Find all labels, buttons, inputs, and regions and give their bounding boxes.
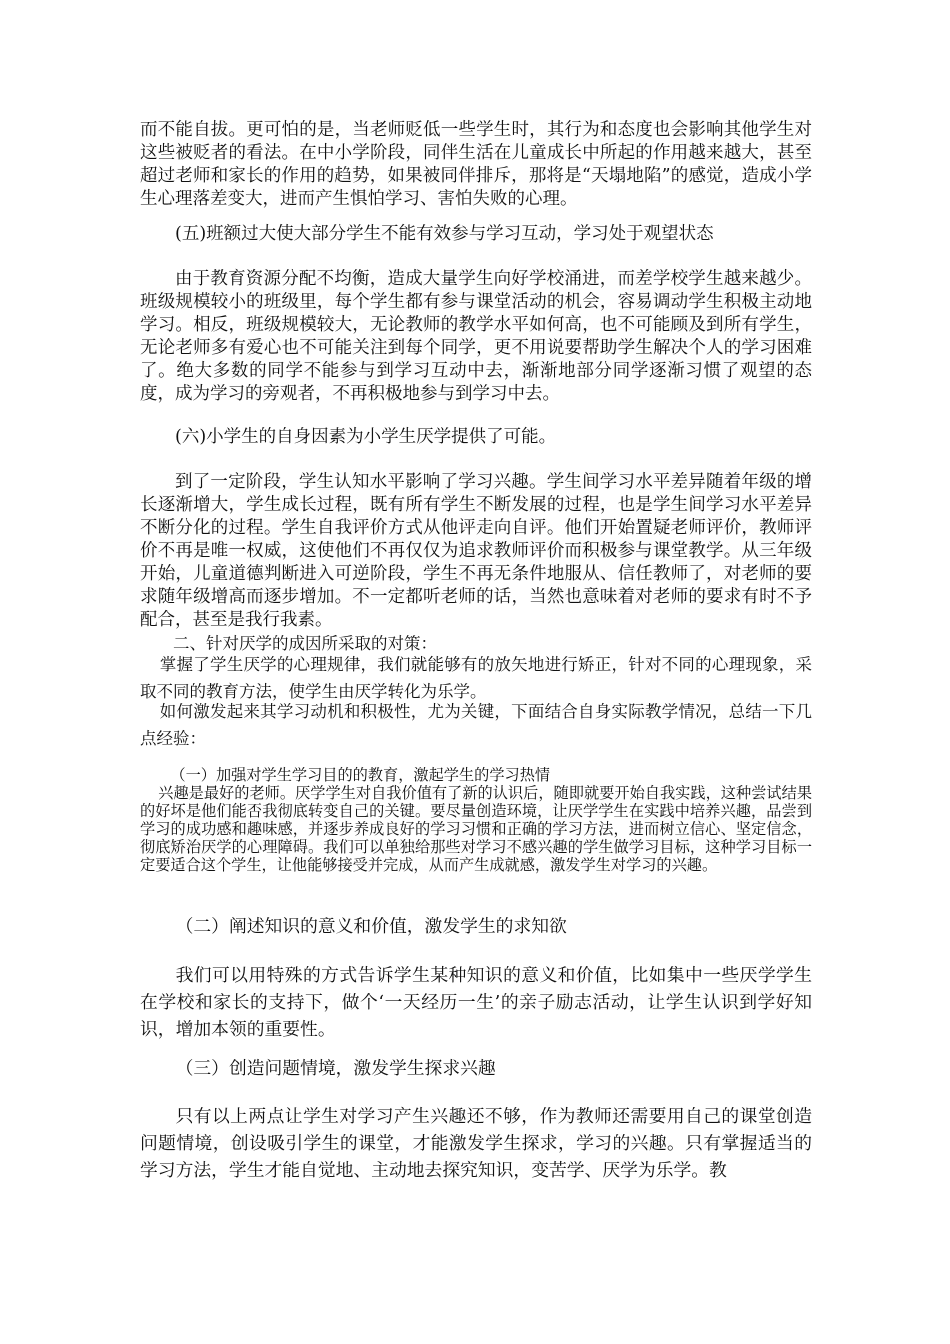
paragraph-6: 兴趣是最好的老师。厌学学生对自我价值有了新的认识后，随即就要开始自我实践，这种尝试结果的好坏是他们能否我彻底转变自己的关键。要尽量创造环境，让厌学学生在实践中培养兴趣，品尝到学习的成功感和趣味感，并逐步养成良好的学习习惯和正确的学习方法，进而树立信心、坚定信念，彻底矫治厌学的心理障碍。我们可以单独给那些对学习不感兴趣的学生做学习目标，这种学习目标一定要适合这个学生，让他能够接受并完成，从而产生成就感，激发学生对学习的兴趣。 [140,784,812,874]
paragraph-7: 我们可以用特殊的方式告诉学生某种知识的意义和价值，比如集中一些厌学学生在学校和家长的支持下，做个‘一天经历一生’的亲子励志活动，让学生认识到学好知识，增加本领的重要性。 [140,965,812,1040]
paragraph-1: 而不能自拔。更可怕的是，当老师贬低一些学生时，其行为和态度也会影响其他学生对这些被贬者的看法。在中小学阶段，同伴生活在儿童成长中所起的作用越来越大，甚至超过老师和家长的作用的趋势，如果被同伴排斥，那将是“天塌地陷”的感觉，造成小学生心理落差变大，进而产生惧怕学习、害怕失败的心理。 [140,120,812,209]
heading-6: (六)小学生的自身因素为小学生厌学提供了可能。 [175,427,557,447]
paragraph-8: 只有以上两点让学生对学习产生兴趣还不够，作为教师还需要用自己的课堂创造问题情境，创设吸引学生的课堂，才能激发学生探求，学习的兴趣。只有掌握适当的学习方法，学生才能自觉地、主动地去探究知识，变苦学、厌学为乐学。教 [140,1106,812,1181]
heading-5: (五)班额过大使大部分学生不能有效参与学习互动，学习处于观望状态 [175,224,714,244]
section-heading-2: 二、针对厌学的成因所采取的对策： [173,634,437,653]
subheading-1: （一）加强对学生学习目的的教育，激起学生的学习热情 [170,766,551,784]
paragraph-4: 掌握了学生厌学的心理规律，我们就能够有的放矢地进行矫正，针对不同的心理现象，采取不同的教育方法，使学生由厌学转化为乐学。 [140,655,812,701]
subheading-3: （三）创造问题情境，激发学生探求兴趣 [175,1058,496,1079]
subheading-2: （二）阐述知识的意义和价值，激发学生的求知欲 [175,916,567,937]
paragraph-3: 到了一定阶段，学生认知水平影响了学习兴趣。学生间学习水平差异随着年级的增长逐渐增大，学生成长过程，既有所有学生不断发展的过程，也是学生间学习水平差异不断分化的过程。学生自我评价方式从他评走向自评。他们开始置疑老师评价，教师评价不再是唯一权威，这使他们不再仅仅为追求教师评价而积极参与课堂教学。从三年级开始，儿童道德判断进入可逆阶段，学生不再无条件地服从、信任教师了，对老师的要求随年级增高而逐步增加。不一定都听老师的话，当然也意味着对老师的要求有时不予配合，甚至是我行我素。 [140,472,812,630]
paragraph-2: 由于教育资源分配不均衡，造成大量学生向好学校涌进，而差学校学生越来越少。班级规模较小的班级里，每个学生都有参与课堂活动的机会，容易调动学生积极主动地学习。相反，班级规模较大，无论教师的教学水平如何高，也不可能顾及到所有学生，无论老师多有爱心也不可能关注到每个同学，更不用说要帮助学生解决个人的学习困难了。绝大多数的同学不能参与到学习互动中去，渐渐地部分同学逐渐习惯了观望的态度，成为学习的旁观者，不再积极地参与到学习中去。 [140,269,812,404]
paragraph-5: 如何激发起来其学习动机和积极性，尤为关键，下面结合自身实际教学情况，总结一下几点经验： [140,702,812,748]
